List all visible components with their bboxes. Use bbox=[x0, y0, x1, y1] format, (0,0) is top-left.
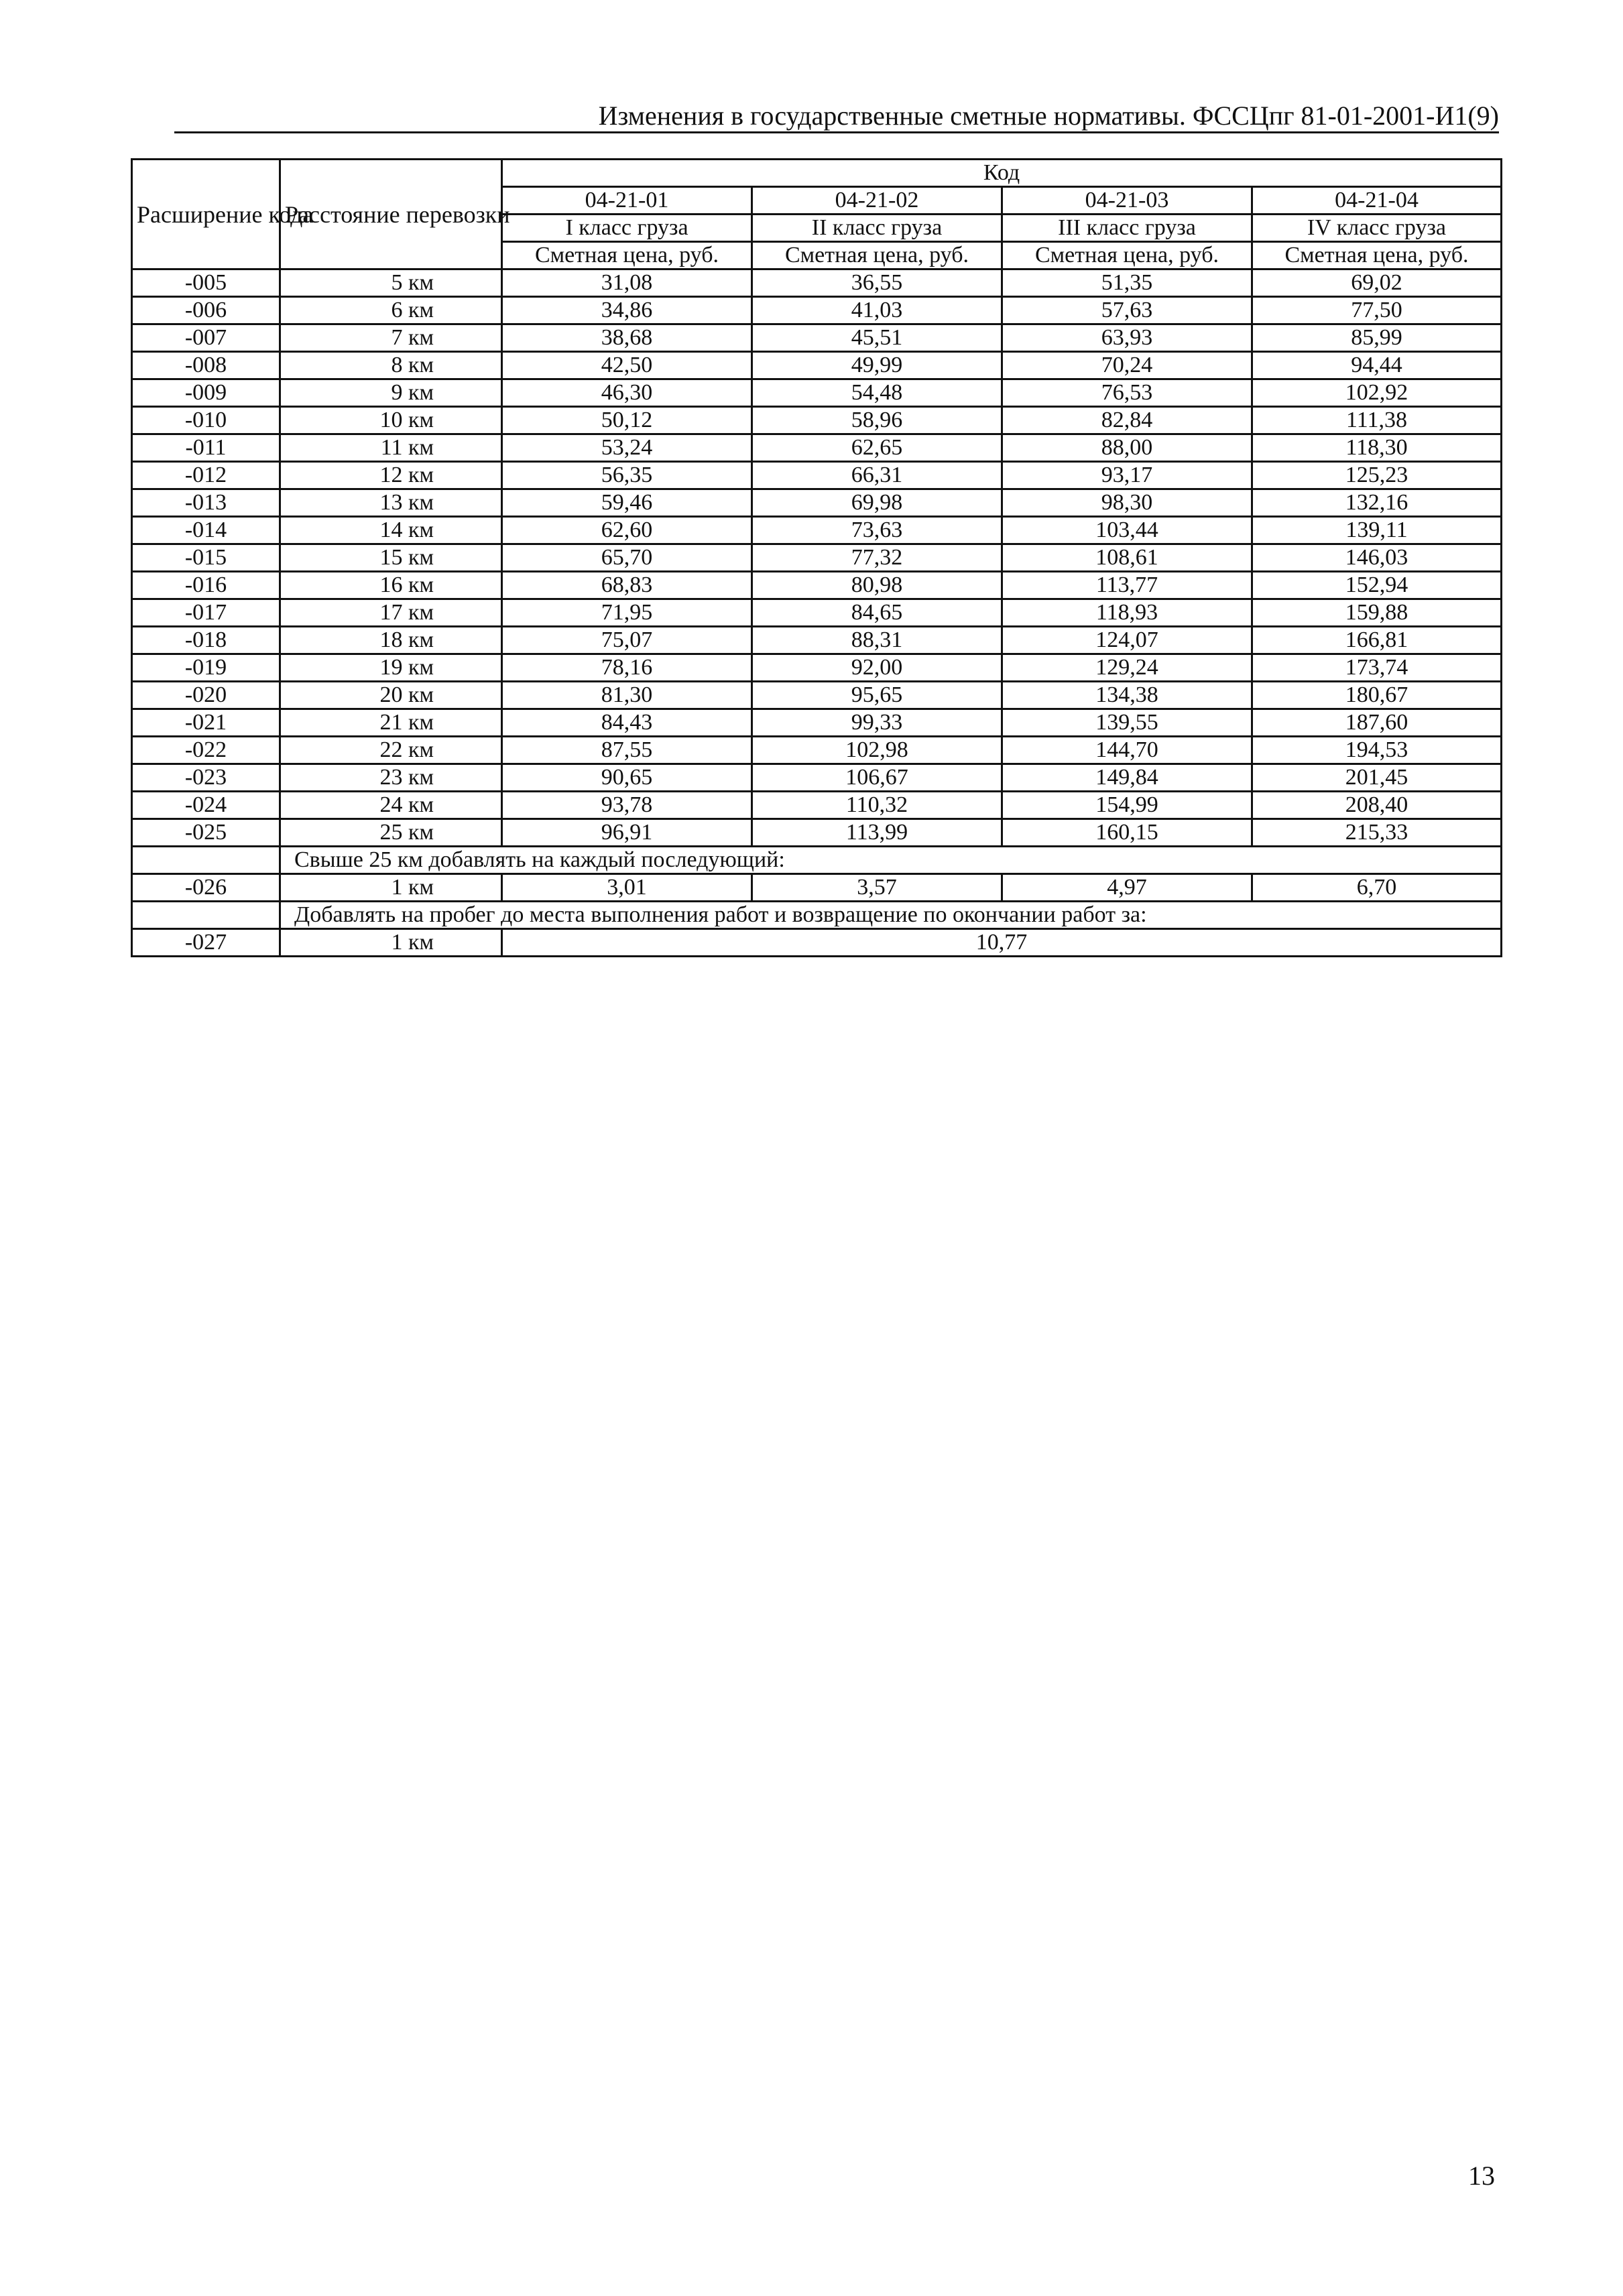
ext-cell: -017 bbox=[132, 599, 280, 627]
col-dist-header: Расстояние перевозки bbox=[280, 160, 502, 269]
price-cell: 82,84 bbox=[1002, 407, 1252, 434]
col-ext-header: Расширение кода bbox=[132, 160, 280, 269]
dist-cell: 12 км bbox=[280, 462, 502, 489]
ext-cell: -016 bbox=[132, 572, 280, 599]
price-cell: 139,55 bbox=[1002, 709, 1252, 737]
price-cell: 56,35 bbox=[502, 462, 752, 489]
dist-cell: 18 км bbox=[280, 627, 502, 654]
price-cell: 154,99 bbox=[1002, 792, 1252, 819]
dist-cell: 7 км bbox=[280, 324, 502, 352]
price-label-cell: Сметная цена, руб. bbox=[1252, 242, 1502, 269]
dist-cell: 15 км bbox=[280, 544, 502, 572]
dist-cell: 23 км bbox=[280, 764, 502, 792]
dist-cell: 13 км bbox=[280, 489, 502, 517]
ext-cell: -018 bbox=[132, 627, 280, 654]
price-cell: 111,38 bbox=[1252, 407, 1502, 434]
empty-cell bbox=[132, 847, 280, 874]
price-cell: 51,35 bbox=[1002, 269, 1252, 297]
price-cell: 80,98 bbox=[752, 572, 1002, 599]
price-cell: 146,03 bbox=[1252, 544, 1502, 572]
price-cell: 54,48 bbox=[752, 379, 1002, 407]
price-cell: 68,83 bbox=[502, 572, 752, 599]
table-row bbox=[132, 407, 1502, 434]
price-cell: 108,61 bbox=[1002, 544, 1252, 572]
price-cell: 84,65 bbox=[752, 599, 1002, 627]
table-row bbox=[132, 297, 1502, 324]
tariff-table bbox=[131, 158, 1502, 957]
table-row bbox=[132, 654, 1502, 682]
dist-cell: 14 км bbox=[280, 517, 502, 544]
table-row bbox=[132, 709, 1502, 737]
price-cell: 77,32 bbox=[752, 544, 1002, 572]
page-header bbox=[174, 99, 1499, 133]
class-cell: I класс груза bbox=[502, 215, 752, 242]
price-cell: 45,51 bbox=[752, 324, 1002, 352]
dist-cell: 21 км bbox=[280, 709, 502, 737]
price-cell: 201,45 bbox=[1252, 764, 1502, 792]
table-row bbox=[132, 462, 1502, 489]
table-row bbox=[132, 819, 1502, 847]
price-cell: 87,55 bbox=[502, 737, 752, 764]
note-cell: Добавлять на пробег до места выполнения работ и возвращение по окончании работ за: bbox=[280, 902, 1502, 929]
price-cell: 139,11 bbox=[1252, 517, 1502, 544]
ext-cell: -006 bbox=[132, 297, 280, 324]
price-cell: 36,55 bbox=[752, 269, 1002, 297]
dist-cell: 11 км bbox=[280, 434, 502, 462]
price-cell: 3,01 bbox=[502, 874, 752, 902]
price-cell: 71,95 bbox=[502, 599, 752, 627]
dist-cell: 1 км bbox=[280, 874, 502, 902]
price-cell: 134,38 bbox=[1002, 682, 1252, 709]
table-row bbox=[132, 874, 1502, 902]
ext-cell: -007 bbox=[132, 324, 280, 352]
dist-cell: 25 км bbox=[280, 819, 502, 847]
price-cell: 124,07 bbox=[1002, 627, 1252, 654]
note-cell: Свыше 25 км добавлять на каждый последующий: bbox=[280, 847, 1502, 874]
price-cell: 103,44 bbox=[1002, 517, 1252, 544]
price-cell: 4,97 bbox=[1002, 874, 1252, 902]
price-cell: 65,70 bbox=[502, 544, 752, 572]
empty-cell bbox=[132, 902, 280, 929]
dist-cell: 9 км bbox=[280, 379, 502, 407]
dist-cell: 10 км bbox=[280, 407, 502, 434]
price-cell: 187,60 bbox=[1252, 709, 1502, 737]
ext-cell: -005 bbox=[132, 269, 280, 297]
price-cell: 63,93 bbox=[1002, 324, 1252, 352]
ext-cell: -026 bbox=[132, 874, 280, 902]
price-cell: 10,77 bbox=[502, 929, 1502, 957]
price-cell: 34,86 bbox=[502, 297, 752, 324]
price-cell: 88,00 bbox=[1002, 434, 1252, 462]
table-row bbox=[132, 379, 1502, 407]
dist-cell: 6 км bbox=[280, 297, 502, 324]
price-cell: 94,44 bbox=[1252, 352, 1502, 379]
price-cell: 96,91 bbox=[502, 819, 752, 847]
table-row bbox=[132, 489, 1502, 517]
price-cell: 92,00 bbox=[752, 654, 1002, 682]
price-cell: 78,16 bbox=[502, 654, 752, 682]
ext-cell: -024 bbox=[132, 792, 280, 819]
code-cell: 04-21-01 bbox=[502, 187, 752, 215]
note-row bbox=[132, 847, 1502, 874]
price-cell: 90,65 bbox=[502, 764, 752, 792]
price-cell: 50,12 bbox=[502, 407, 752, 434]
price-cell: 70,24 bbox=[1002, 352, 1252, 379]
table-row bbox=[132, 682, 1502, 709]
price-cell: 160,15 bbox=[1002, 819, 1252, 847]
price-cell: 6,70 bbox=[1252, 874, 1502, 902]
table-row bbox=[132, 599, 1502, 627]
price-cell: 59,46 bbox=[502, 489, 752, 517]
price-cell: 93,17 bbox=[1002, 462, 1252, 489]
dist-cell: 8 км bbox=[280, 352, 502, 379]
table-row bbox=[132, 324, 1502, 352]
ext-cell: -009 bbox=[132, 379, 280, 407]
price-cell: 125,23 bbox=[1252, 462, 1502, 489]
price-cell: 118,93 bbox=[1002, 599, 1252, 627]
price-cell: 69,98 bbox=[752, 489, 1002, 517]
price-cell: 93,78 bbox=[502, 792, 752, 819]
price-cell: 88,31 bbox=[752, 627, 1002, 654]
table-row bbox=[132, 627, 1502, 654]
ext-cell: -008 bbox=[132, 352, 280, 379]
price-cell: 77,50 bbox=[1252, 297, 1502, 324]
dist-cell: 20 км bbox=[280, 682, 502, 709]
table-row bbox=[132, 572, 1502, 599]
price-cell: 75,07 bbox=[502, 627, 752, 654]
price-cell: 98,30 bbox=[1002, 489, 1252, 517]
price-cell: 69,02 bbox=[1252, 269, 1502, 297]
price-cell: 208,40 bbox=[1252, 792, 1502, 819]
price-cell: 110,32 bbox=[752, 792, 1002, 819]
code-cell: 04-21-03 bbox=[1002, 187, 1252, 215]
dist-cell: 17 км bbox=[280, 599, 502, 627]
table-row bbox=[132, 929, 1502, 957]
price-cell: 149,84 bbox=[1002, 764, 1252, 792]
table-row bbox=[132, 737, 1502, 764]
ext-cell: -013 bbox=[132, 489, 280, 517]
table-row bbox=[132, 544, 1502, 572]
ext-cell: -023 bbox=[132, 764, 280, 792]
class-cell: IV класс груза bbox=[1252, 215, 1502, 242]
code-header: Код bbox=[502, 160, 1502, 187]
note-row bbox=[132, 902, 1502, 929]
price-label-cell: Сметная цена, руб. bbox=[502, 242, 752, 269]
price-cell: 118,30 bbox=[1252, 434, 1502, 462]
dist-cell: 5 км bbox=[280, 269, 502, 297]
price-cell: 62,65 bbox=[752, 434, 1002, 462]
price-cell: 129,24 bbox=[1002, 654, 1252, 682]
price-cell: 144,70 bbox=[1002, 737, 1252, 764]
ext-cell: -027 bbox=[132, 929, 280, 957]
price-cell: 76,53 bbox=[1002, 379, 1252, 407]
dist-cell: 19 км bbox=[280, 654, 502, 682]
code-cell: 04-21-02 bbox=[752, 187, 1002, 215]
ext-cell: -014 bbox=[132, 517, 280, 544]
price-cell: 84,43 bbox=[502, 709, 752, 737]
price-cell: 106,67 bbox=[752, 764, 1002, 792]
dist-cell: 24 км bbox=[280, 792, 502, 819]
price-cell: 38,68 bbox=[502, 324, 752, 352]
dist-cell: 16 км bbox=[280, 572, 502, 599]
price-cell: 57,63 bbox=[1002, 297, 1252, 324]
table-row bbox=[132, 434, 1502, 462]
price-cell: 66,31 bbox=[752, 462, 1002, 489]
dist-cell: 22 км bbox=[280, 737, 502, 764]
dist-cell: 1 км bbox=[280, 929, 502, 957]
price-cell: 95,65 bbox=[752, 682, 1002, 709]
ext-cell: -020 bbox=[132, 682, 280, 709]
ext-cell: -021 bbox=[132, 709, 280, 737]
price-cell: 49,99 bbox=[752, 352, 1002, 379]
ext-cell: -019 bbox=[132, 654, 280, 682]
price-cell: 62,60 bbox=[502, 517, 752, 544]
price-cell: 85,99 bbox=[1252, 324, 1502, 352]
price-cell: 173,74 bbox=[1252, 654, 1502, 682]
price-label-cell: Сметная цена, руб. bbox=[752, 242, 1002, 269]
price-cell: 42,50 bbox=[502, 352, 752, 379]
price-cell: 113,77 bbox=[1002, 572, 1252, 599]
price-cell: 166,81 bbox=[1252, 627, 1502, 654]
price-cell: 81,30 bbox=[502, 682, 752, 709]
header-row-1 bbox=[132, 160, 1502, 187]
price-cell: 113,99 bbox=[752, 819, 1002, 847]
ext-cell: -012 bbox=[132, 462, 280, 489]
price-label-cell: Сметная цена, руб. bbox=[1002, 242, 1252, 269]
price-cell: 152,94 bbox=[1252, 572, 1502, 599]
price-cell: 194,53 bbox=[1252, 737, 1502, 764]
table-row bbox=[132, 352, 1502, 379]
price-cell: 53,24 bbox=[502, 434, 752, 462]
table-row bbox=[132, 792, 1502, 819]
price-cell: 180,67 bbox=[1252, 682, 1502, 709]
price-cell: 102,98 bbox=[752, 737, 1002, 764]
class-cell: III класс груза bbox=[1002, 215, 1252, 242]
table-row bbox=[132, 764, 1502, 792]
ext-cell: -025 bbox=[132, 819, 280, 847]
price-cell: 132,16 bbox=[1252, 489, 1502, 517]
ext-cell: -011 bbox=[132, 434, 280, 462]
code-cell: 04-21-04 bbox=[1252, 187, 1502, 215]
price-cell: 99,33 bbox=[752, 709, 1002, 737]
ext-cell: -022 bbox=[132, 737, 280, 764]
ext-cell: -010 bbox=[132, 407, 280, 434]
price-cell: 102,92 bbox=[1252, 379, 1502, 407]
page-header-title: Изменения в государственные сметные нормативы. ФССЦпг 81-01-2001-И1(9) bbox=[598, 101, 1499, 131]
price-cell: 3,57 bbox=[752, 874, 1002, 902]
ext-cell: -015 bbox=[132, 544, 280, 572]
page-number: 13 bbox=[1468, 2161, 1495, 2191]
price-cell: 41,03 bbox=[752, 297, 1002, 324]
price-cell: 58,96 bbox=[752, 407, 1002, 434]
price-cell: 46,30 bbox=[502, 379, 752, 407]
table-row bbox=[132, 269, 1502, 297]
price-cell: 159,88 bbox=[1252, 599, 1502, 627]
price-cell: 215,33 bbox=[1252, 819, 1502, 847]
class-cell: II класс груза bbox=[752, 215, 1002, 242]
price-cell: 31,08 bbox=[502, 269, 752, 297]
table-row bbox=[132, 517, 1502, 544]
price-cell: 73,63 bbox=[752, 517, 1002, 544]
